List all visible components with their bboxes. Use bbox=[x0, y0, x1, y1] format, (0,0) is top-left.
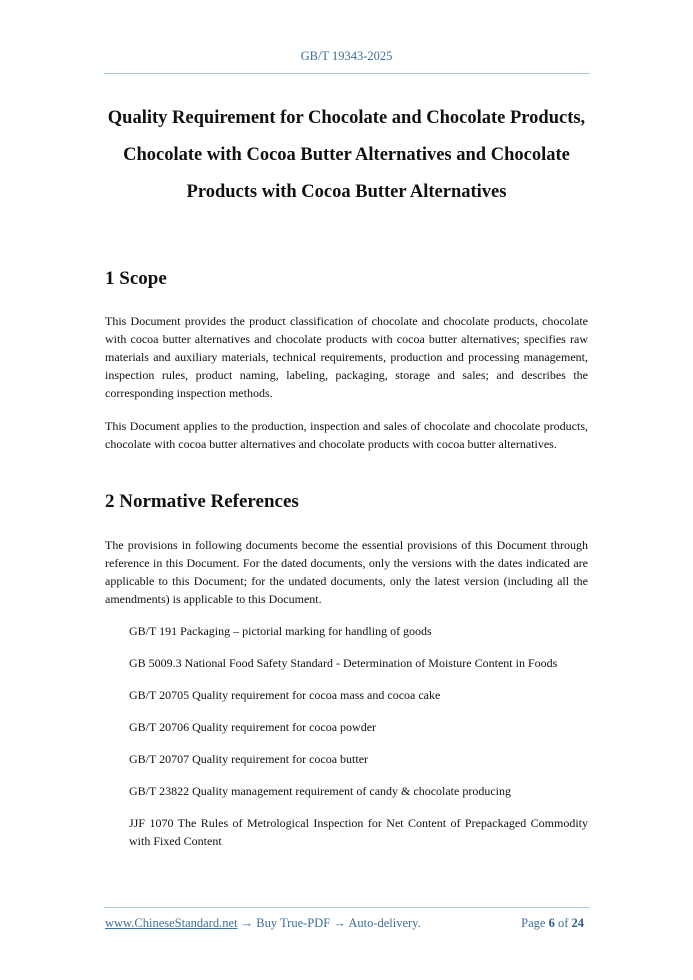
current-page: 6 bbox=[548, 916, 555, 930]
arrow-icon: → bbox=[333, 916, 346, 930]
reference-item: GB/T 191 Packaging – pictorial marking for handling of goods bbox=[129, 624, 432, 638]
title-line: Quality Requirement for Chocolate and Chocolate Products, bbox=[107, 108, 586, 128]
of-label: of bbox=[557, 916, 569, 930]
reference-item: GB 5009.3 National Food Safety Standard - Determination of Moisture Content in Foods bbox=[129, 656, 558, 670]
total-pages: 24 bbox=[571, 916, 584, 930]
reference-item: GB/T 20707 Quality requirement for cocoa butter bbox=[129, 752, 369, 766]
paragraph: This Document applies to the production, inspection and sales of chocolate and chocolate products, chocolate with cocoa butter alternatives and chocolate products with cocoa butter alternatives. bbox=[105, 419, 588, 451]
page-label: Page bbox=[521, 916, 546, 930]
reference-item: GB/T 20705 Quality requirement for cocoa mass and cocoa cake bbox=[129, 688, 441, 702]
paragraph: The provisions in following documents become the essential provisions of this Document through reference in this Document. For the dated documents, only the versions with the dates indicated are applicable to this Document; for the undated documents, only the latest version (including all the amendments) is applicable to this Document. bbox=[105, 538, 588, 606]
header-divider bbox=[104, 73, 590, 74]
reference-item: JJF 1070 The Rules of Metrological Inspection for Net Content of Prepackaged Commodity with Fixed Content bbox=[129, 816, 588, 848]
website-link[interactable]: www.ChineseStandard.net bbox=[105, 916, 238, 930]
paragraph: This Document provides the product classification of chocolate and chocolate products, chocolate with cocoa butter alternatives and chocolate products with cocoa butter alternatives; specifies raw materials and auxiliary materials, technical requirements, production and processing management, inspection rules, product naming, labeling, packaging, storage and sales; and describes the corresponding inspection methods. bbox=[105, 314, 588, 400]
footer-divider bbox=[104, 907, 590, 908]
delivery-text: Auto-delivery. bbox=[348, 916, 421, 930]
footer-promo bbox=[105, 916, 421, 931]
reference-item: GB/T 23822 Quality management requirement of candy & chocolate producing bbox=[129, 784, 512, 798]
title-line: Chocolate with Cocoa Butter Alternatives and Chocolate bbox=[123, 145, 570, 165]
document-title bbox=[90, 100, 603, 211]
section-heading-normative-references: 2 Normative References bbox=[105, 491, 299, 512]
buy-text: Buy True-PDF bbox=[256, 916, 331, 930]
page-number bbox=[521, 916, 588, 931]
arrow-icon: → bbox=[240, 916, 254, 930]
running-header: GB/T 19343-2025 bbox=[300, 49, 393, 63]
reference-item: GB/T 20706 Quality requirement for cocoa powder bbox=[129, 720, 377, 734]
section-heading-scope: 1 Scope bbox=[105, 268, 167, 289]
title-line: Products with Cocoa Butter Alternatives bbox=[186, 182, 507, 202]
page-footer bbox=[105, 916, 588, 931]
